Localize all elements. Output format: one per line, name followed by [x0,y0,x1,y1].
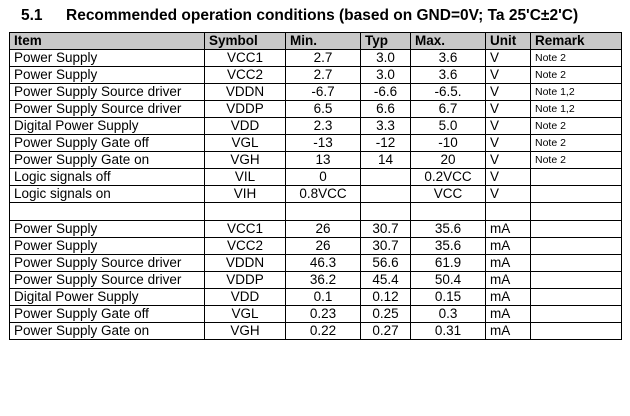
column-header-symbol: Symbol [205,33,286,50]
cell-max: 0.2VCC [411,169,486,186]
cell-item: Power Supply Gate off [10,306,205,323]
table-row [10,135,622,152]
cell-max: 3.6 [411,67,486,84]
cell-max: 61.9 [411,255,486,272]
cell-max: 0.3 [411,306,486,323]
cell-unit: V [486,67,531,84]
cell-unit: V [486,135,531,152]
cell-min [286,203,361,221]
cell-item: Power Supply Source driver [10,84,205,101]
cell-typ: 14 [361,152,411,169]
cell-unit: mA [486,238,531,255]
cell-symbol: VDDN [205,84,286,101]
table-row [10,50,622,67]
cell-typ: 0.25 [361,306,411,323]
cell-remark: Note 2 [531,50,622,67]
cell-item: Power Supply [10,221,205,238]
column-header-unit: Unit [486,33,531,50]
cell-item: Power Supply Source driver [10,101,205,118]
cell-typ: 56.6 [361,255,411,272]
cell-symbol: VIL [205,169,286,186]
table-row [10,186,622,203]
cell-max: -10 [411,135,486,152]
cell-max: 3.6 [411,50,486,67]
cell-max: 6.7 [411,101,486,118]
cell-typ: -6.6 [361,84,411,101]
section-number: 5.1 [21,7,43,24]
cell-remark: Note 2 [531,152,622,169]
cell-unit: V [486,186,531,203]
cell-symbol: VDD [205,118,286,135]
cell-typ [361,186,411,203]
cell-min: 36.2 [286,272,361,289]
cell-symbol: VDD [205,289,286,306]
table-row [10,67,622,84]
cell-remark [531,272,622,289]
cell-unit: V [486,152,531,169]
cell-item [10,203,205,221]
cell-unit: mA [486,289,531,306]
cell-typ: 0.12 [361,289,411,306]
cell-item: Digital Power Supply [10,118,205,135]
table-row [10,169,622,186]
cell-unit [486,203,531,221]
cell-typ: -12 [361,135,411,152]
cell-unit: mA [486,272,531,289]
cell-unit: V [486,50,531,67]
cell-symbol: VCC2 [205,238,286,255]
cell-symbol: VGL [205,135,286,152]
column-header-max: Max. [411,33,486,50]
cell-remark [531,169,622,186]
cell-typ [361,203,411,221]
cell-remark: Note 2 [531,118,622,135]
cell-item: Power Supply [10,67,205,84]
cell-max [411,203,486,221]
cell-typ: 3.0 [361,67,411,84]
cell-remark [531,203,622,221]
cell-item: Logic signals off [10,169,205,186]
section-title: Recommended operation conditions (based on GND=0V; Ta 25'C±2'C) [66,7,579,24]
column-header-typ: Typ [361,33,411,50]
cell-unit: mA [486,323,531,340]
header-row [10,33,622,50]
cell-max: -6.5. [411,84,486,101]
table-row [10,289,622,306]
cell-symbol: VCC1 [205,50,286,67]
cell-min: 13 [286,152,361,169]
column-header-remark: Remark [531,33,622,50]
cell-typ: 0.27 [361,323,411,340]
cell-remark: Note 1,2 [531,84,622,101]
cell-item: Logic signals on [10,186,205,203]
cell-remark [531,238,622,255]
cell-symbol: VDDP [205,272,286,289]
section-heading [21,7,578,25]
cell-min: 46.3 [286,255,361,272]
cell-min: 0.23 [286,306,361,323]
cell-max: 50.4 [411,272,486,289]
cell-remark [531,255,622,272]
cell-max: 0.31 [411,323,486,340]
cell-max: 35.6 [411,238,486,255]
cell-remark [531,289,622,306]
cell-symbol: VGH [205,323,286,340]
cell-min: 6.5 [286,101,361,118]
cell-symbol: VIH [205,186,286,203]
cell-remark [531,306,622,323]
cell-min: 0.8VCC [286,186,361,203]
cell-typ: 3.3 [361,118,411,135]
table-row [10,255,622,272]
cell-typ: 3.0 [361,50,411,67]
cell-remark: Note 1,2 [531,101,622,118]
cell-symbol: VDDP [205,101,286,118]
cell-unit: mA [486,255,531,272]
cell-max: 35.6 [411,221,486,238]
cell-item: Power Supply Gate off [10,135,205,152]
cell-symbol: VCC1 [205,221,286,238]
cell-min: 26 [286,238,361,255]
cell-min: 2.3 [286,118,361,135]
table-row [10,203,622,221]
table-row [10,101,622,118]
cell-max: 5.0 [411,118,486,135]
cell-item: Power Supply [10,50,205,67]
cell-remark: Note 2 [531,67,622,84]
cell-min: -13 [286,135,361,152]
table-row [10,238,622,255]
cell-remark: Note 2 [531,135,622,152]
cell-item: Digital Power Supply [10,289,205,306]
cell-min: 0 [286,169,361,186]
cell-max: VCC [411,186,486,203]
cell-max: 20 [411,152,486,169]
table-row [10,152,622,169]
table-row [10,272,622,289]
cell-symbol: VGL [205,306,286,323]
cell-unit: V [486,169,531,186]
cell-item: Power Supply Source driver [10,255,205,272]
cell-item: Power Supply Source driver [10,272,205,289]
cell-symbol: VCC2 [205,67,286,84]
cell-remark [531,186,622,203]
column-header-min: Min. [286,33,361,50]
cell-unit: V [486,118,531,135]
cell-unit: V [486,84,531,101]
cell-remark [531,323,622,340]
cell-item: Power Supply Gate on [10,323,205,340]
cell-item: Power Supply [10,238,205,255]
cell-min: 0.22 [286,323,361,340]
cell-min: 2.7 [286,67,361,84]
cell-min: 26 [286,221,361,238]
table-row [10,221,622,238]
cell-min: 2.7 [286,50,361,67]
cell-typ: 6.6 [361,101,411,118]
cell-unit: mA [486,221,531,238]
cell-unit: mA [486,306,531,323]
cell-symbol: VGH [205,152,286,169]
cell-symbol: VDDN [205,255,286,272]
cell-symbol [205,203,286,221]
cell-typ: 30.7 [361,238,411,255]
column-header-item: Item [10,33,205,50]
cell-min: -6.7 [286,84,361,101]
table-row [10,84,622,101]
table-row [10,323,622,340]
cell-min: 0.1 [286,289,361,306]
cell-typ: 45.4 [361,272,411,289]
table-row [10,118,622,135]
cell-typ: 30.7 [361,221,411,238]
operation-conditions-table [9,32,622,340]
cell-typ [361,169,411,186]
table-row [10,306,622,323]
cell-item: Power Supply Gate on [10,152,205,169]
cell-unit: V [486,101,531,118]
cell-remark [531,221,622,238]
cell-max: 0.15 [411,289,486,306]
table-body [10,50,622,340]
